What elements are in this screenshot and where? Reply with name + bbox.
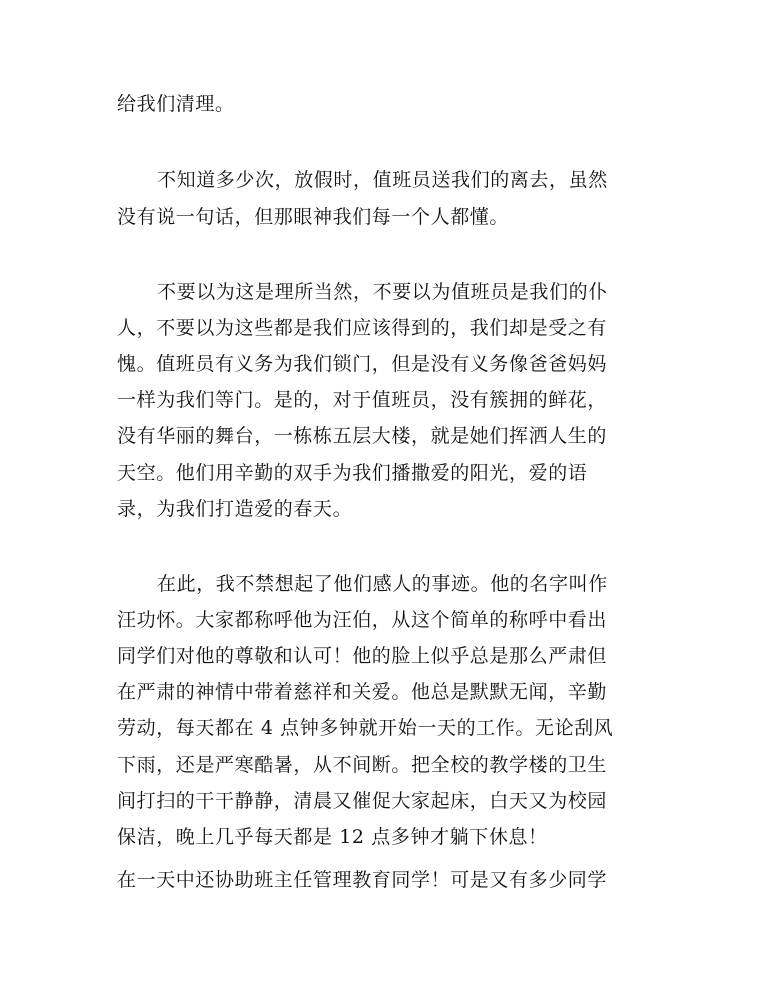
text-line: 在严肃的神情中带着慈祥和关爱。他总是默默无闻，辛勤	[117, 681, 608, 703]
text-line: 没有说一句话，但那眼神我们每一个人都懂。	[117, 206, 510, 228]
paragraph-first-line: 不知道多少次，放假时，值班员送我们的离去，虽然	[157, 169, 608, 191]
text-line: 愧。值班员有义务为我们锁门，但是没有义务像爸爸妈妈	[117, 353, 608, 375]
text-line: 汪功怀。大家都称呼他为汪伯，从这个简单的称呼中看出	[117, 609, 608, 631]
text-line: 同学们对他的尊敬和认可！他的脸上似乎总是那么严肃但	[117, 645, 608, 667]
text-line: 人，不要以为这些都是我们应该得到的，我们却是受之有	[117, 317, 608, 339]
text-line: 保洁，晚上几乎每天都是 12 点多钟才躺下休息！	[117, 826, 548, 848]
text-line: 一样为我们等门。是的，对于值班员，没有簇拥的鲜花，	[117, 389, 608, 411]
text-line: 天空。他们用辛勤的双手为我们播撒爱的阳光，爱的语	[117, 462, 588, 484]
text-line: 给我们清理。	[117, 93, 235, 115]
text-line: 没有华丽的舞台，一栋栋五层大楼，就是她们挥洒人生的	[117, 425, 608, 447]
paragraph-first-line: 在此，我不禁想起了他们感人的事迹。他的名字叫作	[157, 573, 608, 595]
text-line: 下雨，还是严寒酷暑，从不间断。把全校的教学楼的卫生	[117, 754, 608, 776]
text-line: 录，为我们打造爱的春天。	[117, 498, 353, 520]
paragraph-first-line: 不要以为这是理所当然，不要以为值班员是我们的仆	[157, 281, 608, 303]
text-line: 在一天中还协助班主任管理教育同学！可是又有多少同学	[117, 869, 608, 891]
text-line: 间打扫的干干静静，清晨又催促大家起床，白天又为校园	[117, 790, 608, 812]
text-line: 劳动，每天都在 4 点钟多钟就开始一天的工作。无论刮风	[117, 717, 614, 739]
